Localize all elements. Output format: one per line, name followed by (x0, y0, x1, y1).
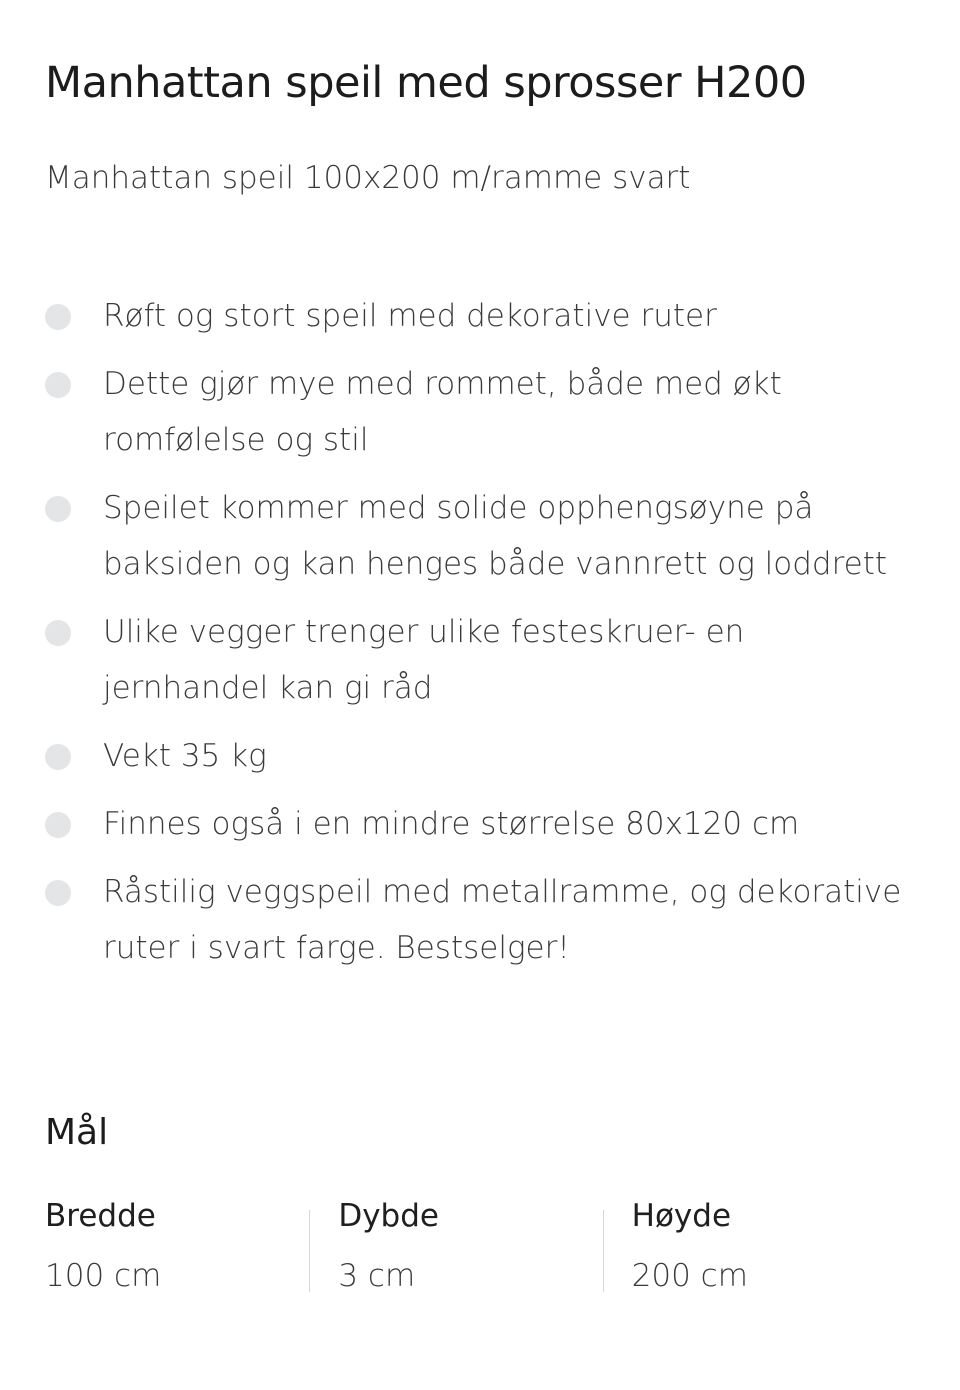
dimension-label: Dybde (338, 1198, 439, 1234)
dimension-width (45, 1196, 338, 1296)
feature-item (45, 864, 915, 976)
dimension-value: 200 cm (631, 1258, 748, 1294)
dimensions-row (45, 1196, 925, 1296)
feature-text: Røft og stort speil med dekorative ruter (103, 298, 717, 334)
bullet-icon (45, 372, 71, 398)
product-subtitle: Manhattan speil 100x200 m/ramme svart (45, 160, 691, 196)
feature-text: Vekt 35 kg (103, 738, 267, 774)
feature-text: Speilet kommer med solide opphengsøyne på baksiden og kan henges både vannrett og loddrett (103, 490, 888, 582)
dimension-height (632, 1196, 925, 1296)
dimension-label: Bredde (45, 1198, 156, 1234)
dimension-depth (338, 1196, 631, 1296)
feature-text: Dette gjør mye med rommet, både med økt romfølelse og stil (103, 366, 782, 458)
dimension-label: Høyde (631, 1198, 732, 1234)
bullet-icon (45, 304, 71, 330)
bullet-icon (45, 496, 71, 522)
feature-text: Råstilig veggspeil med metallramme, og dekorative ruter i svart farge. Bestselger! (103, 874, 902, 966)
dimension-value: 3 cm (338, 1258, 416, 1294)
feature-item (45, 728, 915, 784)
feature-list (45, 288, 915, 988)
bullet-icon (45, 812, 71, 838)
feature-item (45, 604, 915, 716)
feature-text: Finnes også i en mindre størrelse 80x120 cm (103, 806, 800, 842)
bullet-icon (45, 744, 71, 770)
dimensions-title: Mål (45, 1112, 109, 1153)
feature-text: Ulike vegger trenger ulike festeskruer- en jernhandel kan gi råd (103, 614, 745, 706)
dimension-value: 100 cm (45, 1258, 162, 1294)
bullet-icon (45, 880, 71, 906)
product-title: Manhattan speil med sprosser H200 (45, 58, 807, 108)
feature-item (45, 796, 915, 852)
bullet-icon (45, 620, 71, 646)
feature-item (45, 288, 915, 344)
feature-item (45, 356, 915, 468)
feature-item (45, 480, 915, 592)
